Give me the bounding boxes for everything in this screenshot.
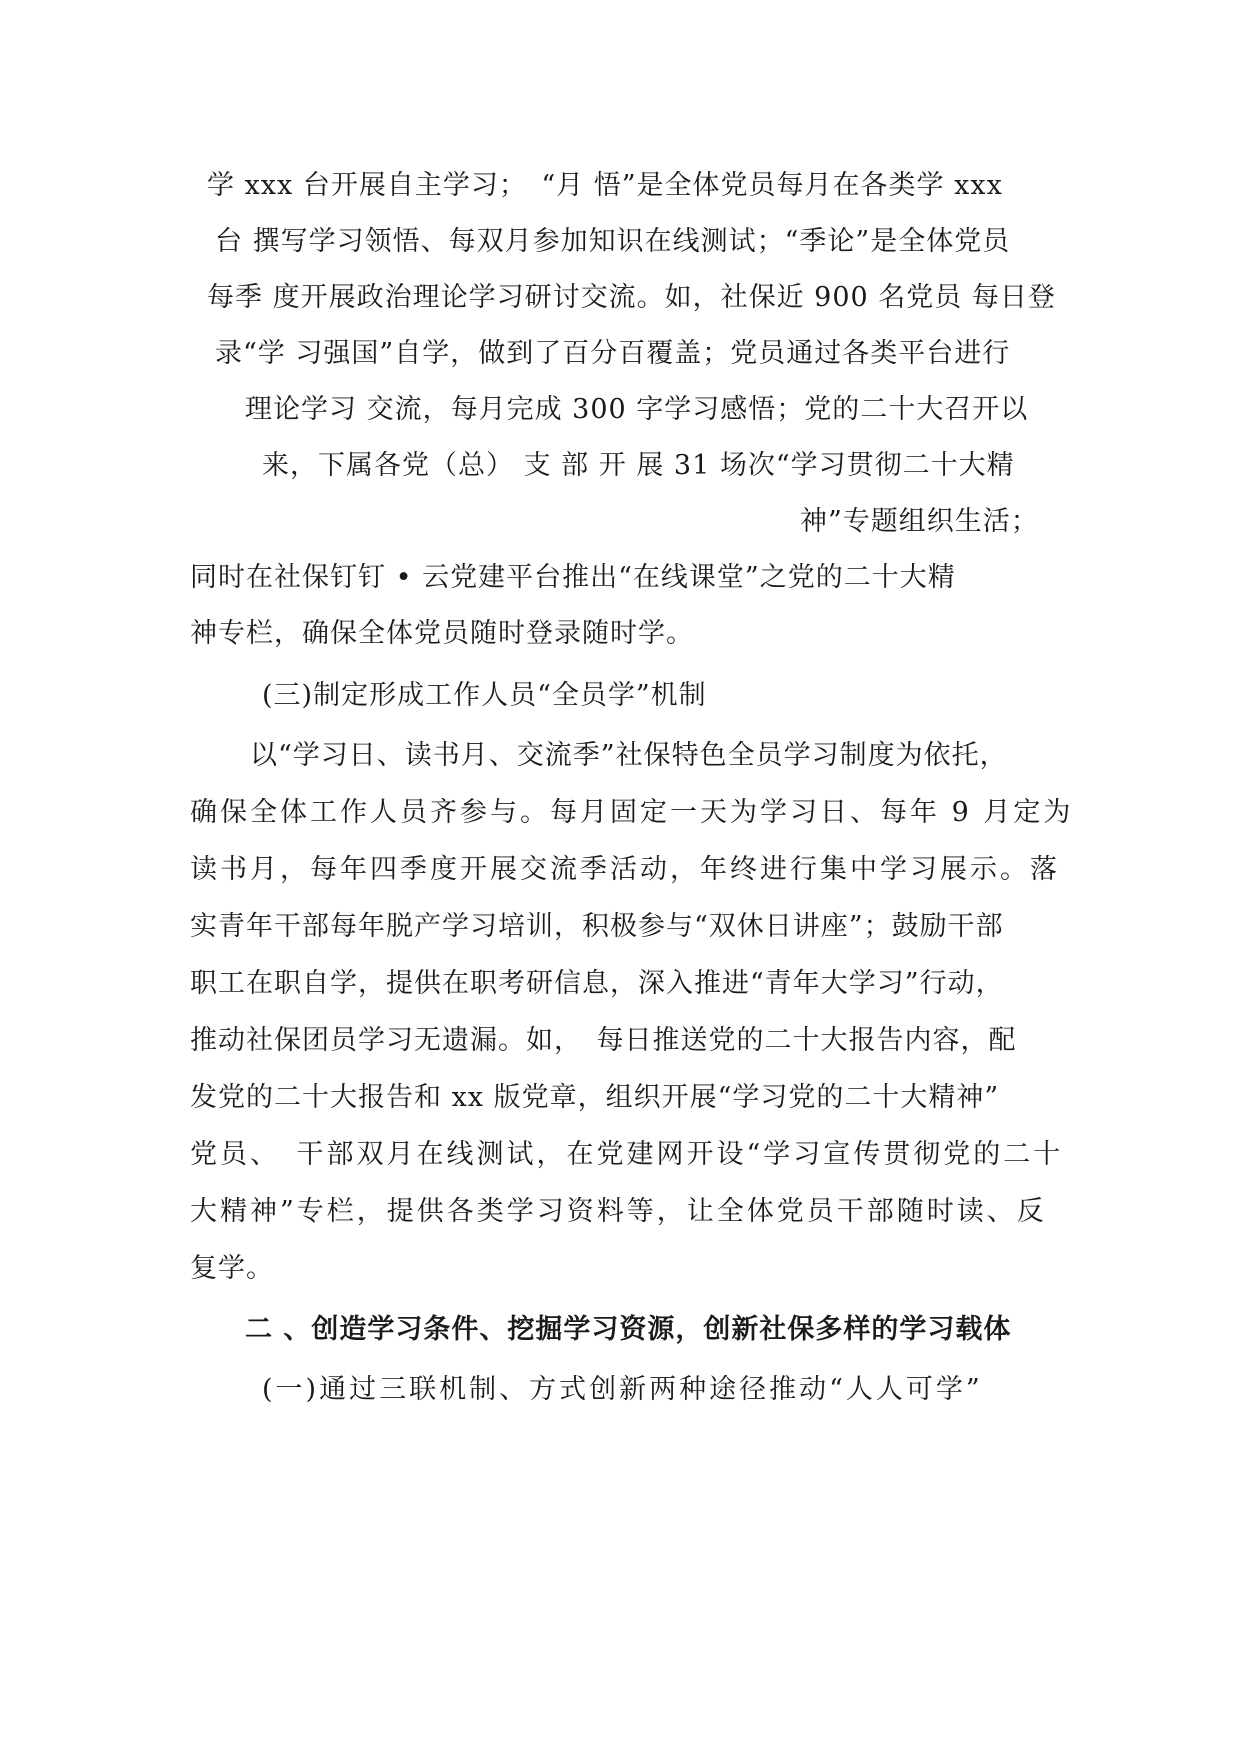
section-heading: 二 、创造学习条件、挖掘学习资源，创新社保多样的学习载体 (245, 1314, 1012, 1345)
text-line: 来，下属各党（总） 支 部 开 展 31 场次“学习贯彻二十大精 (262, 450, 1015, 481)
text-line: 学 xxx 台开展自主学习； “月 悟”是全体党员每月在各类学 xxx (207, 170, 1003, 201)
text-line: 党员、 干部双月在线测试，在党建网开设“学习宣传贯彻党的二十 (190, 1139, 1064, 1170)
text-line: 以“学习日、读书月、交流季”社保特色全员学习制度为依托， (250, 740, 1008, 771)
text-line: 大精神”专栏，提供各类学习资料等，让全体党员干部随时读、反 (190, 1196, 1047, 1227)
text-line: 职工在职自学，提供在职考研信息，深入推进“青年大学习”行动， (190, 968, 1004, 999)
text-line: 每季 度开展政治理论学习研讨交流。如，社保近 900 名党员 每日登 (207, 282, 1056, 313)
text-line: 读书月，每年四季度开展交流季活动，年终进行集中学习展示。落 (190, 854, 1060, 885)
section-subheading: (一)通过三联机制、方式创新两种途径推动“人人可学” (262, 1374, 983, 1405)
text-line: 同时在社保钉钉 • 云党建平台推出“在线课堂”之党的二十大精 (190, 562, 956, 593)
text-line: 神专栏，确保全体党员随时登录随时学。 (190, 618, 694, 649)
text-line: 发党的二十大报告和 xx 版党章，组织开展“学习党的二十大精神” (190, 1082, 1000, 1113)
text-line: 台 撰写学习领悟、每双月参加知识在线测试；“季论”是全体党员 (215, 226, 1011, 257)
text-line: 推动社保团员学习无遗漏。如， 每日推送党的二十大报告内容，配 (190, 1025, 1017, 1056)
text-line: 确保全体工作人员齐参与。每月固定一天为学习日、每年 9 月定为 (190, 797, 1074, 828)
text-line: 复学。 (190, 1253, 274, 1284)
text-line: 实青年干部每年脱产学习培训，积极参与“双休日讲座”；鼓励干部 (190, 911, 1004, 942)
text-line: 理论学习 交流，每月完成 300 字学习感悟；党的二十大召开以 (245, 394, 1029, 425)
text-line: 神”专题组织生活； (800, 506, 1039, 537)
section-subheading: (三)制定形成工作人员“全员学”机制 (262, 680, 707, 711)
text-line: 录“学 习强国”自学，做到了百分百覆盖；党员通过各类平台进行 (215, 338, 1011, 369)
